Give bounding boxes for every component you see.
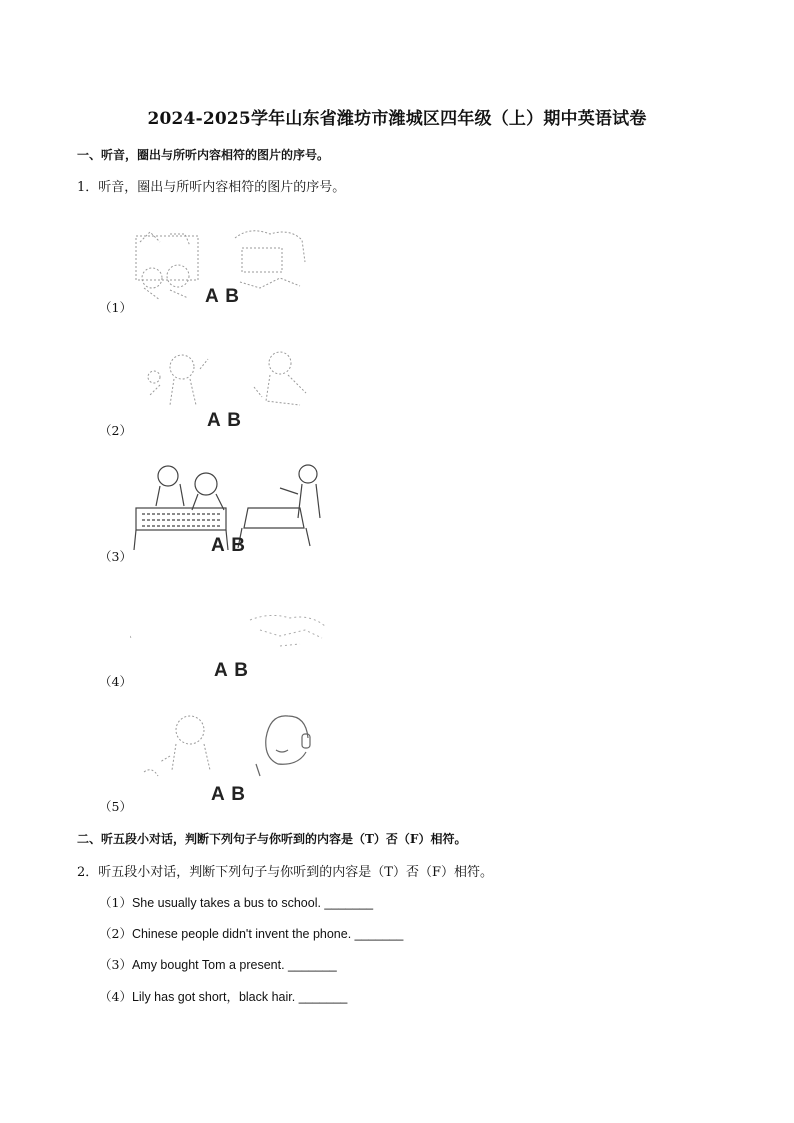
statement-2-number: （2）	[99, 926, 132, 941]
statement-1	[99, 893, 373, 911]
picture-item-4	[130, 602, 340, 702]
statement-4-text: Lily has got short，black hair. _______	[131, 990, 348, 1004]
question-1-prompt: 1．听音，圈出与所听内容相符的图片的序号。	[77, 180, 346, 195]
choice-labels-item-4: A B	[214, 660, 250, 681]
section-2-heading: 二、听五段小对话，判断下列句子与你听到的内容是（T）否（F）相符。	[77, 832, 467, 846]
item-3-number: （3）	[99, 549, 132, 564]
statement-3	[99, 955, 337, 973]
statement-4-number: （4）	[99, 989, 132, 1004]
statement-3-text: Amy bought Tom a present. _______	[131, 958, 337, 972]
choice-labels-item-3: A B	[211, 535, 247, 556]
statement-1-text: She usually takes a bus to school. _______	[131, 896, 374, 910]
question-2-prompt: 2．听五段小对话，判断下列句子与你听到的内容是（T）否（F）相符。	[77, 865, 493, 880]
item-5-number: （5）	[99, 799, 132, 814]
choice-labels-item-2: A B	[207, 410, 243, 431]
page-title: 2024-2025学年山东省潍坊市潍城区四年级（上）期中英语试卷	[147, 109, 647, 129]
statement-3-number: （3）	[99, 957, 132, 972]
choice-labels-item-1: A B	[205, 286, 241, 307]
statement-2	[99, 924, 403, 942]
statement-4	[99, 987, 347, 1005]
item-1-number: （1）	[99, 300, 132, 315]
item-4-number: （4）	[99, 674, 132, 689]
choice-labels-item-5: A B	[211, 784, 247, 805]
statement-1-number: （1）	[99, 895, 132, 910]
statement-2-text: Chinese people didn't invent the phone. _______	[131, 927, 404, 941]
item-2-number: （2）	[99, 423, 132, 438]
section-1-heading: 一、听音，圈出与所听内容相符的图片的序号。	[77, 148, 330, 162]
